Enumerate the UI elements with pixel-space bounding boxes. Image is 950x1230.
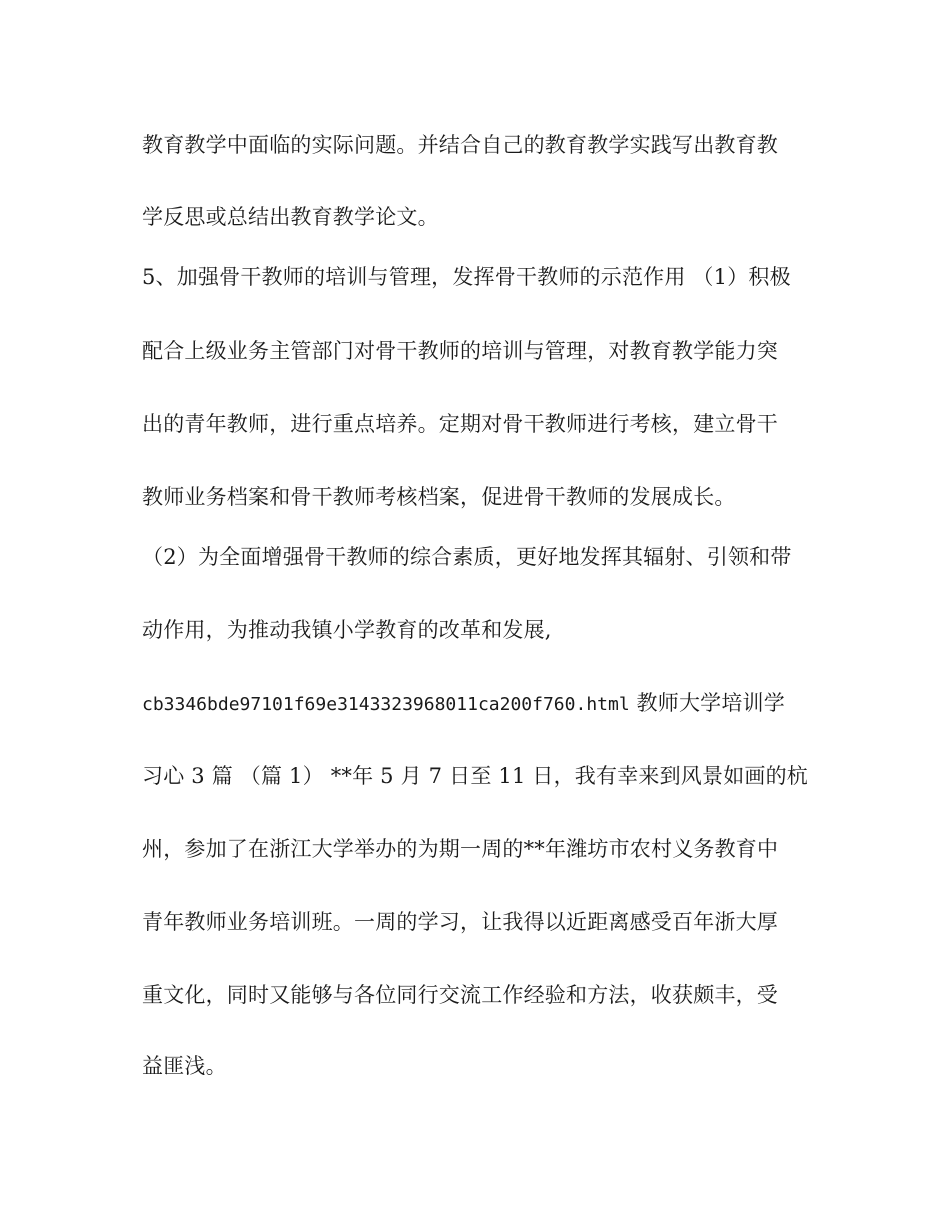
filename-trailing-text: 教师大学培训学 [629,691,785,715]
paragraph-line-5: 出的青年教师，进行重点培养。定期对骨干教师进行考核，建立骨干 [142,412,778,436]
document-filename: cb3346bde97101f69e3143323968011ca200f760.html [142,694,630,715]
paragraph-line-8: 动作用，为推动我镇小学教育的改革和发展, [142,618,552,642]
paragraph-line-3: 5、加强骨干教师的培训与管理，发挥骨干教师的示范作用 （1）积极 [142,265,791,289]
paragraph-line-6: 教师业务档案和骨干教师考核档案，促进骨干教师的发展成长。 [142,485,736,509]
paragraph-line-9 [142,689,822,719]
paragraph-line-12: 青年教师业务培训班。一周的学习，让我得以近距离感受百年浙大厚 [142,910,778,934]
paragraph-line-7: （2）为全面增强骨干教师的综合素质，更好地发挥其辐射、引领和带 [142,545,792,569]
paragraph-line-2: 学反思或总结出教育教学论文。 [142,205,439,229]
paragraph-line-1: 教育教学中面临的实际问题。并结合自己的教育教学实践写出教育教 [142,133,778,157]
paragraph-line-14: 益匪浅。 [142,1054,227,1078]
paragraph-line-11: 州，参加了在浙江大学举办的为期一周的**年潍坊市农村义务教育中 [142,837,779,861]
paragraph-line-13: 重文化，同时又能够与各位同行交流工作经验和方法，收获颇丰，受 [142,983,778,1007]
paragraph-line-10: 习心 3 篇 （篇 1） **年 5 月 7 日至 11 日，我有幸来到风景如画的杭 [142,764,808,788]
paragraph-line-4: 配合上级业务主管部门对骨干教师的培训与管理，对教育教学能力突 [142,339,778,363]
